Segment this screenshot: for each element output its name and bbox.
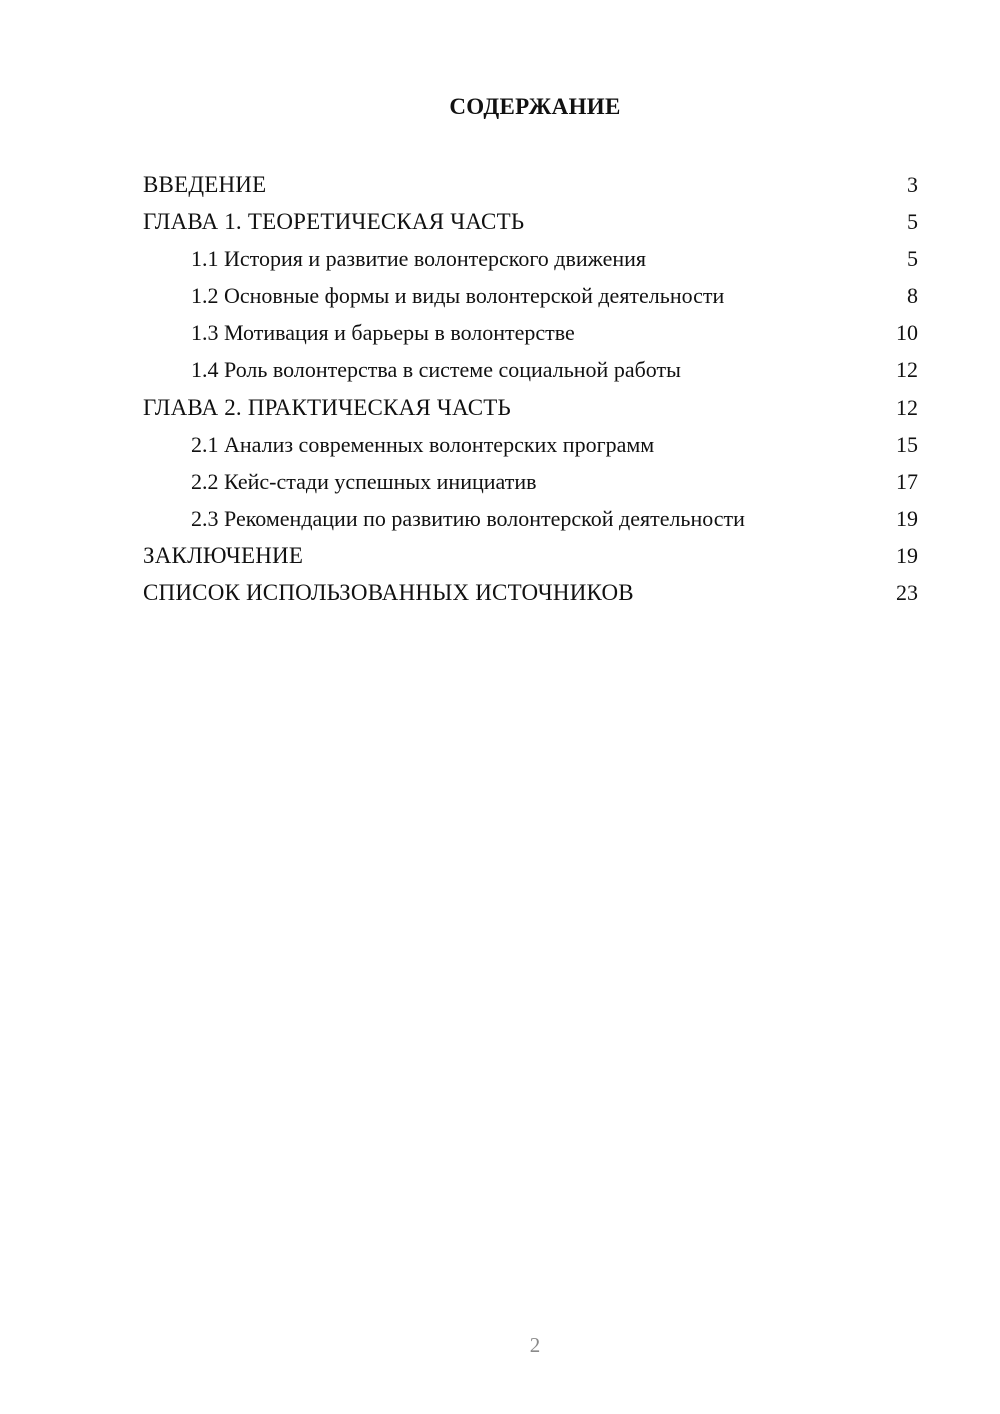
toc-subentry[interactable] [143, 351, 918, 388]
toc-entry-page: 19 [896, 542, 918, 568]
toc-subentry[interactable] [143, 426, 918, 463]
toc-subentry[interactable] [143, 314, 918, 351]
toc-entry-label: ГЛАВА 1. ТЕОРЕТИЧЕСКАЯ ЧАСТЬ [143, 209, 525, 235]
toc-subentry[interactable] [143, 500, 918, 537]
toc-title: СОДЕРЖАНИЕ [449, 94, 621, 119]
toc-entry-label: 2.2 Кейс-стади успешных инициатив [191, 468, 537, 494]
toc-subentry[interactable] [143, 463, 918, 500]
toc-entry-label: 2.1 Анализ современных волонтерских программ [191, 431, 655, 457]
toc-entry-page: 23 [896, 580, 918, 606]
toc-entry[interactable] [143, 574, 918, 611]
toc-subentry[interactable] [143, 240, 918, 277]
toc-entry-page: 19 [896, 505, 918, 531]
toc-entry[interactable] [143, 203, 918, 240]
toc-entry-page: 5 [907, 209, 918, 235]
toc-entry-page: 8 [907, 283, 918, 309]
toc-entry-label: 1.4 Роль волонтерства в системе социальной работы [191, 357, 681, 383]
toc-entry-label: ГЛАВА 2. ПРАКТИЧЕСКАЯ ЧАСТЬ [143, 394, 511, 420]
toc-entry-label: СПИСОК ИСПОЛЬЗОВАННЫХ ИСТОЧНИКОВ [143, 580, 634, 606]
toc-entry-label: 1.3 Мотивация и барьеры в волонтерстве [191, 320, 575, 346]
toc-entry-page: 10 [896, 320, 918, 346]
toc-entry[interactable] [143, 389, 918, 426]
toc-entry[interactable] [143, 537, 918, 574]
toc-entry-label: 1.2 Основные формы и виды волонтерской деятельности [191, 283, 725, 309]
toc-entry-page: 12 [896, 394, 918, 420]
toc-entry-page: 3 [907, 172, 918, 197]
table-of-contents [143, 166, 918, 611]
toc-entry-page: 17 [896, 468, 918, 494]
toc-entry-page: 5 [907, 246, 918, 272]
toc-subentry[interactable] [143, 277, 918, 314]
toc-entry-page: 15 [896, 431, 918, 457]
toc-entry-label: 1.1 История и развитие волонтерского движения [191, 246, 646, 272]
toc-entry[interactable] [143, 166, 918, 203]
toc-entry-page: 12 [896, 357, 918, 383]
toc-entry-label: 2.3 Рекомендации по развитию волонтерской деятельности [191, 505, 745, 531]
page-number: 2 [529, 1333, 541, 1357]
toc-entry-label: ВВЕДЕНИЕ [143, 172, 267, 197]
toc-entry-label: ЗАКЛЮЧЕНИЕ [143, 542, 304, 568]
